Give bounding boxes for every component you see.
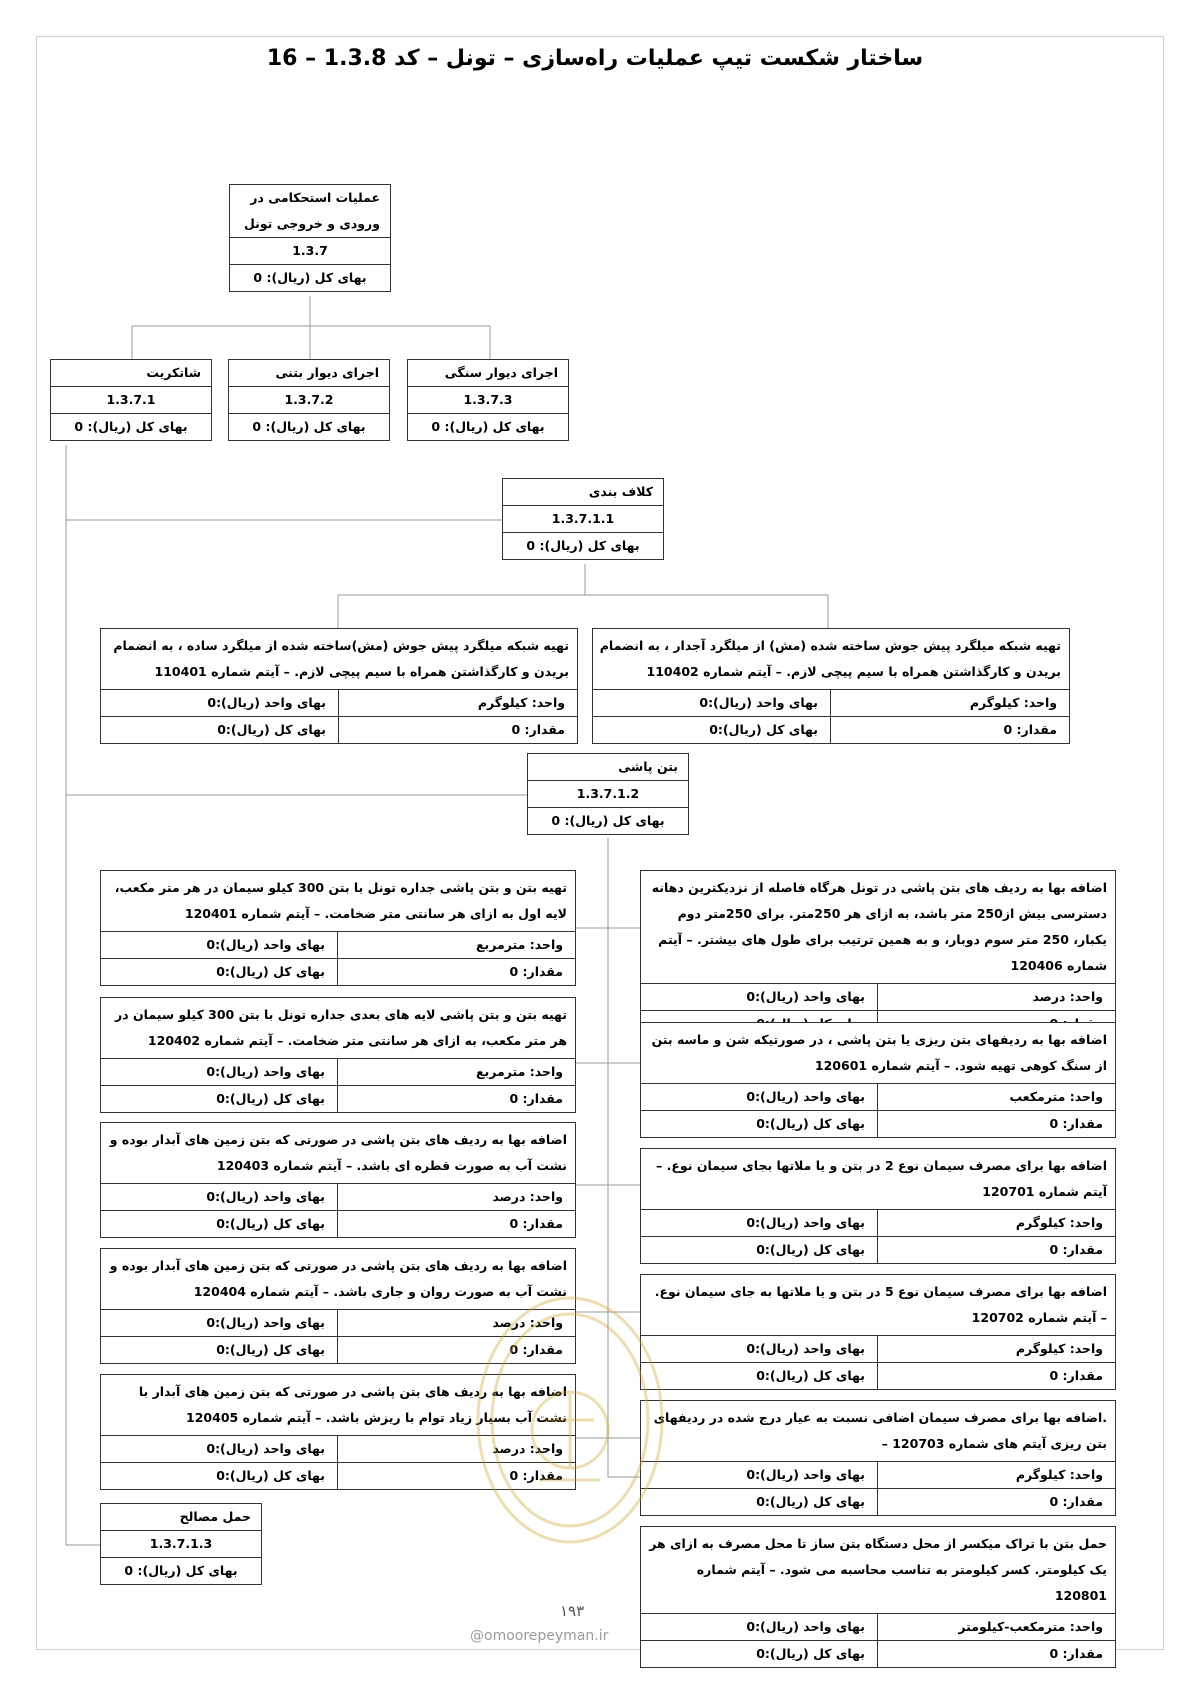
seal-logo-icon: [470, 1290, 670, 1550]
item-unit: واحد: مترمربع: [476, 937, 563, 952]
item-desc: اضافه بها به ردیفهای بتن ریزی یا بتن پاشی ، در صورتیکه شن و ماسه بتن از سنگ کوهی تهیه شود. – آیتم شماره 120601: [651, 1032, 1107, 1073]
item-desc: اضافه بها به ردیف های بتن پاشی در صورتی که بتن زمین های آبدار با نشت آب بسیار زیاد توام با ریزش باشد. – آیتم شماره 120405: [138, 1384, 567, 1425]
item-unit-price: بهای واحد (ریال):0: [101, 690, 339, 716]
item-110402: [592, 628, 1070, 744]
item-120401: [100, 870, 576, 986]
item-qty: مقدار: 0: [509, 964, 563, 979]
item-unit: واحد: مترمکعب-کیلومتر: [958, 1619, 1103, 1634]
item-qty: مقدار: 0: [511, 722, 565, 737]
item-unit: واحد: درصد: [492, 1441, 563, 1456]
node-code: 1.3.7.1.1: [503, 505, 663, 532]
node-haml: [100, 1503, 262, 1585]
watermark: @omoorepeyman.ir: [470, 1628, 609, 1644]
node-name: اجرای دیوار بتنی: [275, 365, 379, 380]
item-unit: واحد: درصد: [1032, 989, 1103, 1004]
item-unit-price: بهای واحد (ریال):0: [641, 984, 878, 1010]
item-desc: اضافه بها به ردیف های بتن پاشی در تونل هرگاه فاصله از نزدیکترین دهانه دسترسی بیش از250 متر باشد، به ازای هر 250متر. برای 250متر دوم یکبار، 250 متر سوم دوبار، و به همین ترتیب برای طول های بیشتر. – آیتم شماره 120406: [651, 880, 1107, 973]
item-unit-price: بهای واحد (ریال):0: [101, 1184, 338, 1210]
item-110401: [100, 628, 578, 744]
item-qty: مقدار: 0: [509, 1342, 563, 1357]
node-total: بهای کل (ریال): 0: [51, 413, 211, 440]
item-unit-price: بهای واحد (ریال):0: [101, 1059, 338, 1085]
item-unit-price: بهای واحد (ریال):0: [641, 1614, 878, 1640]
item-total: بهای کل (ریال):0: [641, 1489, 878, 1515]
item-total: بهای کل (ریال):0: [641, 1363, 878, 1389]
item-unit-price: بهای واحد (ریال):0: [593, 690, 831, 716]
node-total: بهای کل (ریال): 0: [101, 1557, 261, 1584]
item-total: بهای کل (ریال):0: [641, 1641, 878, 1667]
item-total: بهای کل (ریال):0: [101, 1337, 338, 1363]
item-qty: مقدار: 0: [1003, 722, 1057, 737]
item-120703: [640, 1400, 1116, 1516]
item-unit: واحد: کیلوگرم: [477, 695, 565, 710]
item-total: بهای کل (ریال):0: [593, 717, 831, 743]
item-120702: [640, 1274, 1116, 1390]
item-120403: [100, 1122, 576, 1238]
item-unit: واحد: درصد: [492, 1315, 563, 1330]
item-qty: مقدار: 0: [1049, 1368, 1103, 1383]
node-concrete-wall: [228, 359, 390, 441]
item-total: بهای کل (ریال):0: [641, 1111, 878, 1137]
item-unit: واحد: کیلوگرم: [1015, 1215, 1103, 1230]
page-number: ۱۹۳: [560, 1602, 585, 1620]
item-desc: حمل بتن با تراک میکسر از محل دستگاه بتن ساز تا محل مصرف به ازای هر یک کیلومتر. کسر کیلومتر به تناسب محاسبه می شود. – آیتم شماره 120801: [649, 1536, 1107, 1603]
item-unit-price: بهای واحد (ریال):0: [101, 1310, 338, 1336]
item-unit-price: بهای واحد (ریال):0: [641, 1336, 878, 1362]
item-qty: مقدار: 0: [1049, 1494, 1103, 1509]
item-total: بهای کل (ریال):0: [101, 1463, 338, 1489]
item-qty: مقدار: 0: [1049, 1646, 1103, 1661]
node-total: بهای کل (ریال): 0: [229, 413, 389, 440]
root-name-line2: ورودی و خروجی تونل: [243, 216, 380, 231]
item-qty: مقدار: 0: [1049, 1116, 1103, 1131]
item-desc: تهیه بتن و بتن پاشی لایه های بعدی جداره تونل با بتن 300 کیلو سیمان در هر متر مکعب، به ازای هر سانتی متر ضخامت. – آیتم شماره 120402: [115, 1007, 567, 1048]
item-desc: تهیه شبکه میلگرد پیش جوش ساخته شده (مش) از میلگرد آجدار ، به انضمام بریدن و کارگذاشتن همراه با سیم پیچی لازم. – آیتم شماره 110402: [599, 638, 1061, 679]
item-120701: [640, 1148, 1116, 1264]
page-title: ساختار شکست تیپ عملیات راه‌سازی – تونل – کد 1.3.8 – 16: [266, 46, 924, 71]
item-desc: اضافه بها به ردیف های بتن پاشی در صورتی که بتن زمین های آبدار بوده و نشت آب به صورت قطره ای باشد. – آیتم شماره 120403: [109, 1132, 567, 1173]
item-120601: [640, 1022, 1116, 1138]
item-unit: واحد: کیلوگرم: [1015, 1467, 1103, 1482]
item-desc: اضافه بها برای مصرف سیمان نوع 2 در بتن و یا ملاتها بجای سیمان نوع. – آیتم شماره 120701: [656, 1158, 1107, 1199]
item-total: بهای کل (ریال):0: [101, 959, 338, 985]
node-stone-wall: [407, 359, 569, 441]
item-qty: مقدار: 0: [509, 1091, 563, 1106]
item-120402: [100, 997, 576, 1113]
node-kalaf: [502, 478, 664, 560]
item-desc: تهیه شبکه میلگرد پیش جوش (مش)ساخته شده از میلگرد ساده ، به انضمام بریدن و کارگذاشتن همراه با سیم پیچی لازم. – آیتم شماره 110401: [113, 638, 569, 679]
item-unit-price: بهای واحد (ریال):0: [641, 1210, 878, 1236]
item-total: بهای کل (ریال):0: [101, 1211, 338, 1237]
item-desc: اضافه بها به ردیف های بتن پاشی در صورتی که بتن زمین های آبدار بوده و نشت آب به صورت روان و جاری باشد. – آیتم شماره 120404: [109, 1258, 567, 1299]
item-unit-price: بهای واحد (ریال):0: [101, 1436, 338, 1462]
node-beton-pashi: [527, 753, 689, 835]
item-unit: واحد: کیلوگرم: [969, 695, 1057, 710]
node-total: بهای کل (ریال): 0: [503, 532, 663, 559]
node-shatcrete: [50, 359, 212, 441]
node-total: بهای کل (ریال): 0: [408, 413, 568, 440]
item-unit-price: بهای واحد (ریال):0: [101, 932, 338, 958]
node-code: 1.3.7.1: [51, 386, 211, 413]
item-total: بهای کل (ریال):0: [101, 717, 339, 743]
root-code: 1.3.7: [230, 237, 390, 264]
item-unit-price: بهای واحد (ریال):0: [641, 1462, 878, 1488]
item-unit: واحد: مترمربع: [476, 1064, 563, 1079]
node-total: بهای کل (ریال): 0: [528, 807, 688, 834]
item-qty: مقدار: 0: [509, 1468, 563, 1483]
item-desc: .اضافه بها برای مصرف سیمان اضافی نسبت به عیار درج شده در ردیفهای بتن ریزی آیتم های شماره 120703 –: [653, 1410, 1107, 1451]
node-name: شاتکریت: [146, 365, 201, 380]
root-total: بهای کل (ریال): 0: [230, 264, 390, 291]
item-120801: [640, 1526, 1116, 1668]
item-120406: [640, 870, 1116, 1038]
item-unit: واحد: درصد: [492, 1189, 563, 1204]
node-name: کلاف بندی: [588, 484, 653, 499]
item-unit-price: بهای واحد (ریال):0: [641, 1084, 878, 1110]
node-code: 1.3.7.3: [408, 386, 568, 413]
root-node: [229, 184, 391, 292]
node-name: بتن پاشی: [618, 759, 678, 774]
node-code: 1.3.7.1.3: [101, 1530, 261, 1557]
root-name-line1: عملیات استحکامی در: [250, 190, 380, 205]
item-total: بهای کل (ریال):0: [101, 1086, 338, 1112]
node-code: 1.3.7.1.2: [528, 780, 688, 807]
node-name: اجرای دیوار سنگی: [444, 365, 558, 380]
item-qty: مقدار: 0: [509, 1216, 563, 1231]
item-total: بهای کل (ریال):0: [641, 1237, 878, 1263]
item-desc: اضافه بها برای مصرف سیمان نوع 5 در بتن و یا ملاتها به جای سیمان نوع. – آیتم شماره 120702: [654, 1284, 1107, 1325]
node-code: 1.3.7.2: [229, 386, 389, 413]
item-desc: تهیه بتن و بتن پاشی جداره تونل با بتن 300 کیلو سیمان در هر متر مکعب، لایه اول به ازای هر سانتی متر ضخامت. – آیتم شماره 120401: [114, 880, 567, 921]
item-unit: واحد: کیلوگرم: [1015, 1341, 1103, 1356]
item-unit: واحد: مترمکعب: [1009, 1089, 1103, 1104]
item-qty: مقدار: 0: [1049, 1242, 1103, 1257]
node-name: حمل مصالح: [179, 1509, 251, 1524]
